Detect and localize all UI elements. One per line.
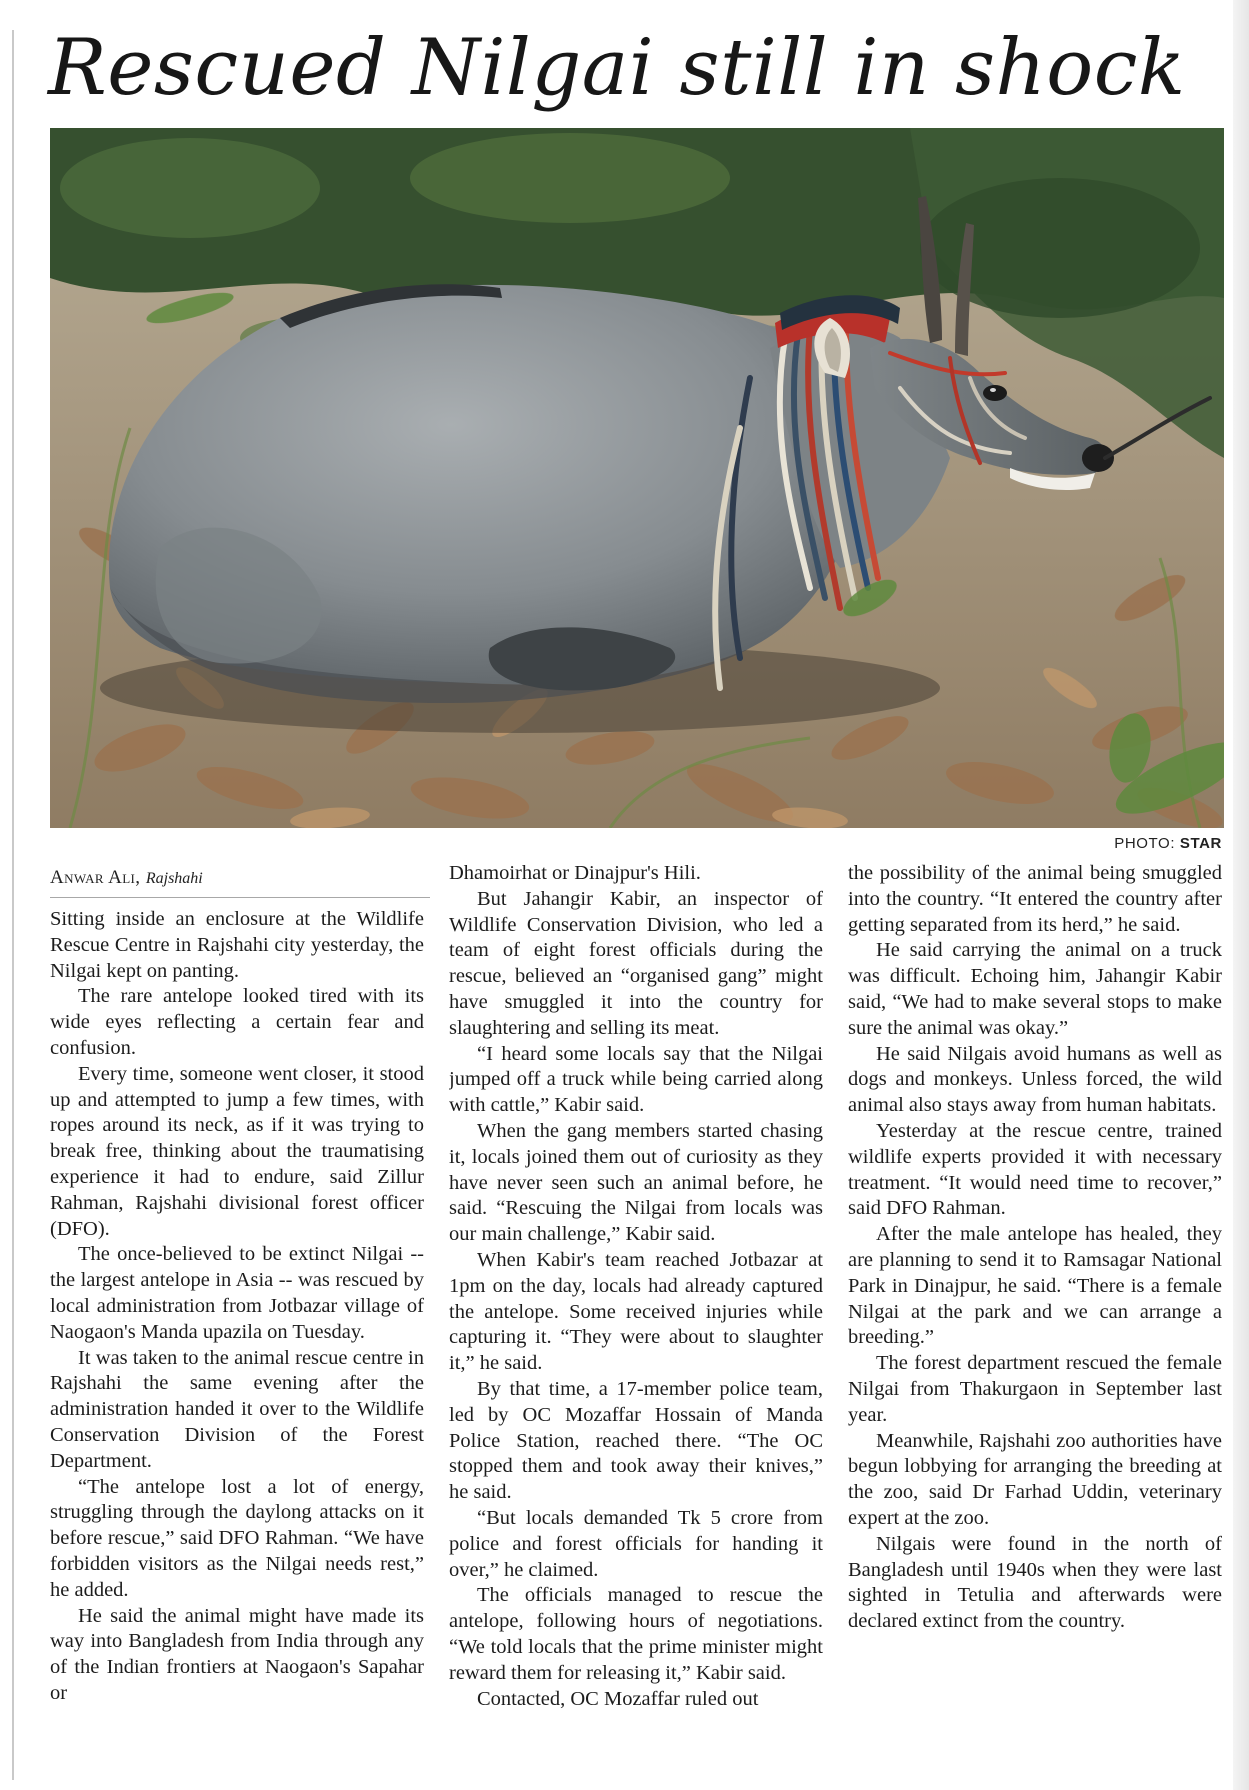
paragraph: Dhamoirhat or Dinajpur's Hili. (449, 862, 701, 884)
paragraph: By that time, a 17-member police team, led by OC Mozaffar Hossain of Manda Police Station, reached there. “The OC stopped them and took away their knives,” he said. (449, 1377, 823, 1504)
paragraph: The officials managed to rescue the antelope, following hours of negotiations. “We told locals that the prime minister might reward them for releasing it,” Kabir said. (449, 1584, 823, 1684)
paragraph: “I heard some locals say that the Nilgai jumped off a truck while being carried along with cattle,” Kabir said. (449, 1042, 823, 1117)
byline (50, 866, 430, 898)
paragraph: Contacted, OC Mozaffar ruled out (477, 1687, 759, 1710)
headline: Rescued Nilgai still in shock (48, 23, 1186, 113)
byline-author: Anwar Ali, (50, 867, 141, 888)
paragraph: “The antelope lost a lot of energy, struggling through the daylong attacks on it before rescue,” said DFO Rahman. “We have forbidden visitors as the Nilgai needs rest,” he added. (50, 1475, 424, 1601)
photo-credit-source: STAR (1179, 835, 1222, 852)
article-column-1 (50, 907, 424, 1787)
article-column-2 (449, 861, 823, 1786)
paragraph: After the male antelope has healed, they are planning to send it to Ramsagar National Park in Dinajpur, he said. “There is a female Nilgai at the park and we can arrange a breeding.” (848, 1223, 1222, 1349)
photo-credit-label: PHOTO: (1114, 835, 1176, 852)
paragraph: Sitting inside an enclosure at the Wildlife Rescue Centre in Rajshahi city yesterday, the Nilgai kept on panting. (50, 908, 424, 982)
paragraph: Every time, someone went closer, it stood up and attempted to jump a few times, with ropes around its neck, as if it was trying to break free, thinking about the traumatising experience it had to endure, said Zillur Rahman, Rajshahi divisional forest officer (DFO). (50, 1062, 424, 1240)
paragraph: The rare antelope looked tired with its wide eyes reflecting a certain fear and confusion. (50, 985, 424, 1059)
paragraph: The forest department rescued the female Nilgai from Thakurgaon in September last year. (848, 1352, 1222, 1426)
paragraph: Yesterday at the rescue centre, trained wildlife experts provided it with necessary treatment. “It would need time to recover,” said DFO Rahman. (848, 1119, 1222, 1220)
paragraph: He said carrying the animal on a truck was difficult. Echoing him, Jahangir Kabir said, “We had to make several stops to make sure the animal was okay.” (848, 939, 1222, 1039)
byline-location: Rajshahi (145, 870, 203, 887)
nilgai-photo (50, 128, 1224, 828)
paragraph: He said Nilgais avoid humans as well as dogs and monkeys. Unless forced, the wild animal also stays away from human habitats. (848, 1042, 1222, 1117)
paragraph: When the gang members started chasing it, locals joined them out of curiosity as they have never seen such an animal before, he said. “Rescuing the Nilgai from locals was our main challenge,” Kabir said. (449, 1119, 823, 1246)
paragraph: The once-believed to be extinct Nilgai -- the largest antelope in Asia -- was rescued by local administration from Jotbazar village of Naogaon's Manda upazila on Tuesday. (50, 1243, 424, 1343)
paragraph: But Jahangir Kabir, an inspector of Wildlife Conservation Division, who led a team of eight forest officials during the rescue, believed an “organised gang” might have smuggled it into the country for slaughtering and selling its meat. (449, 887, 823, 1039)
paragraph: the possibility of the animal being smuggled into the country. “It entered the country after getting separated from its herd,” he said. (848, 862, 1222, 936)
adjacent-page-edge (1233, 0, 1249, 1790)
photo-credit (1114, 835, 1222, 852)
paragraph: He said the animal might have made its way into Bangladesh from India through any of the Indian frontiers at Naogaon's Sapahar or (50, 1604, 424, 1704)
paragraph: Meanwhile, Rajshahi zoo authorities have begun lobbying for arranging the breeding at the zoo, said Dr Farhad Uddin, veterinary expert at the zoo. (848, 1429, 1222, 1529)
paragraph: When Kabir's team reached Jotbazar at 1pm on the day, locals had already captured the antelope. Some received injuries while capturing it. “They were about to slaughter it,” he said. (449, 1248, 823, 1375)
paragraph: It was taken to the animal rescue centre in Rajshahi the same evening after the administration handed it over to the Wildlife Conservation Division of the Forest Department. (50, 1346, 424, 1472)
paragraph: “But locals demanded Tk 5 crore from police and forest officials for handing it over,” he claimed. (449, 1506, 823, 1581)
article-column-3 (848, 861, 1222, 1786)
paragraph: Nilgais were found in the north of Bangladesh until 1940s when they were last sighted in Tetulia and afterwards were declared extinct from the country. (848, 1532, 1222, 1633)
page-fold-line (12, 30, 14, 1780)
